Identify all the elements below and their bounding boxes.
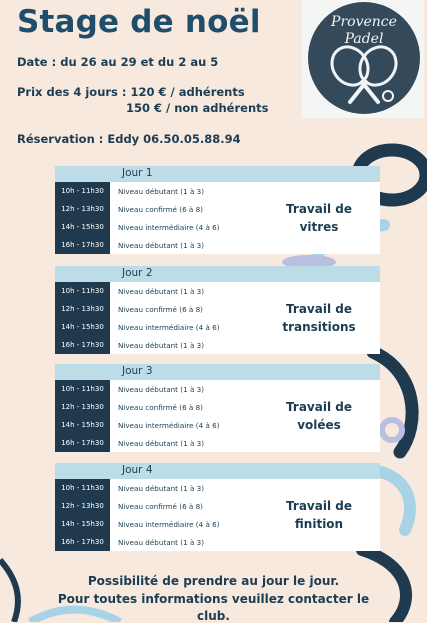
level-label: Niveau débutant (1 à 3): [118, 384, 205, 394]
time-slot: 12h - 13h30: [55, 398, 110, 416]
day-label: Jour 3: [122, 365, 153, 377]
day-label: Jour 2: [122, 267, 153, 279]
level-label: Niveau intermédiaire (4 à 6): [118, 519, 220, 529]
level-label: Niveau intermédiaire (4 à 6): [118, 322, 220, 332]
reservation-line: Réservation : Eddy 06.50.05.88.94: [17, 132, 241, 146]
theme-line-1: Travail de: [286, 499, 352, 513]
level-label: Niveau intermédiaire (4 à 6): [118, 222, 220, 232]
level-label: Niveau confirmé (6 à 8): [118, 204, 203, 214]
logo-container: [302, 0, 424, 118]
theme-line-1: Travail de: [286, 400, 352, 414]
schedule-rows: [55, 182, 380, 254]
time-slot: 16h - 17h30: [55, 434, 110, 452]
time-slot: 14h - 15h30: [55, 416, 110, 434]
theme-line-2: finition: [294, 517, 344, 531]
padel-ball: [383, 91, 393, 101]
day-theme: [273, 479, 365, 551]
time-slot: 12h - 13h30: [55, 300, 110, 318]
day-block-1: [55, 166, 380, 254]
day-header: [55, 266, 380, 282]
date-line: Date : du 26 au 29 et du 2 au 5: [17, 55, 219, 69]
theme-line-1: Travail de: [286, 202, 352, 216]
level-label: Niveau débutant (1 à 3): [118, 537, 205, 547]
logo-text-line-2: Padel: [344, 31, 384, 47]
time-slot: 16h - 17h30: [55, 533, 110, 551]
time-slot: 14h - 15h30: [55, 218, 110, 236]
time-slot: 16h - 17h30: [55, 336, 110, 354]
time-slot: 10h - 11h30: [55, 282, 110, 300]
day-header: [55, 463, 380, 479]
level-label: Niveau débutant (1 à 3): [118, 438, 205, 448]
theme-line-2: transitions: [282, 320, 356, 334]
level-label: Niveau débutant (1 à 3): [118, 340, 205, 350]
time-slot: 16h - 17h30: [55, 236, 110, 254]
time-slot: 14h - 15h30: [55, 515, 110, 533]
price-line-members: Prix des 4 jours : 120 € / adhérents: [17, 85, 245, 99]
time-slot: 12h - 13h30: [55, 200, 110, 218]
day-theme: [273, 282, 365, 354]
day-block-2: [55, 266, 380, 354]
level-label: Niveau confirmé (6 à 8): [118, 304, 203, 314]
price-line-non-members: 150 € / non adhérents: [126, 101, 269, 115]
level-label: Niveau débutant (1 à 3): [118, 240, 205, 250]
time-slot: 12h - 13h30: [55, 497, 110, 515]
footer-line-3: club.: [197, 609, 230, 623]
theme-line-1: Travail de: [286, 302, 352, 316]
time-slot: 14h - 15h30: [55, 318, 110, 336]
provence-padel-logo: [308, 2, 420, 114]
decor-lavender-ring: [382, 420, 402, 440]
level-label: Niveau confirmé (6 à 8): [118, 501, 203, 511]
time-slot: 10h - 11h30: [55, 182, 110, 200]
day-block-3: [55, 364, 380, 452]
footer-line-2: Pour toutes informations veuillez contacter le: [57, 592, 370, 606]
schedule-rows: [55, 380, 380, 452]
day-label: Jour 4: [122, 464, 153, 476]
level-label: Niveau confirmé (6 à 8): [118, 402, 203, 412]
page-title: Stage de noël: [17, 4, 261, 40]
footer-line-1: Possibilité de prendre au jour le jour.: [87, 574, 340, 588]
day-label: Jour 1: [122, 167, 153, 179]
theme-line-2: volées: [297, 418, 341, 432]
level-label: Niveau débutant (1 à 3): [118, 186, 205, 196]
day-header: [55, 364, 380, 380]
level-label: Niveau débutant (1 à 3): [118, 483, 205, 493]
level-label: Niveau débutant (1 à 3): [118, 286, 205, 296]
schedule-rows: [55, 282, 380, 354]
day-theme: [273, 380, 365, 452]
theme-line-2: vitres: [299, 220, 339, 234]
day-header: [55, 166, 380, 182]
schedule-rows: [55, 479, 380, 551]
time-slot: 10h - 11h30: [55, 479, 110, 497]
level-label: Niveau intermédiaire (4 à 6): [118, 420, 220, 430]
day-block-4: [55, 463, 380, 551]
logo-text-line-1: Provence: [331, 14, 397, 30]
time-slot: 10h - 11h30: [55, 380, 110, 398]
day-theme: [273, 182, 365, 254]
